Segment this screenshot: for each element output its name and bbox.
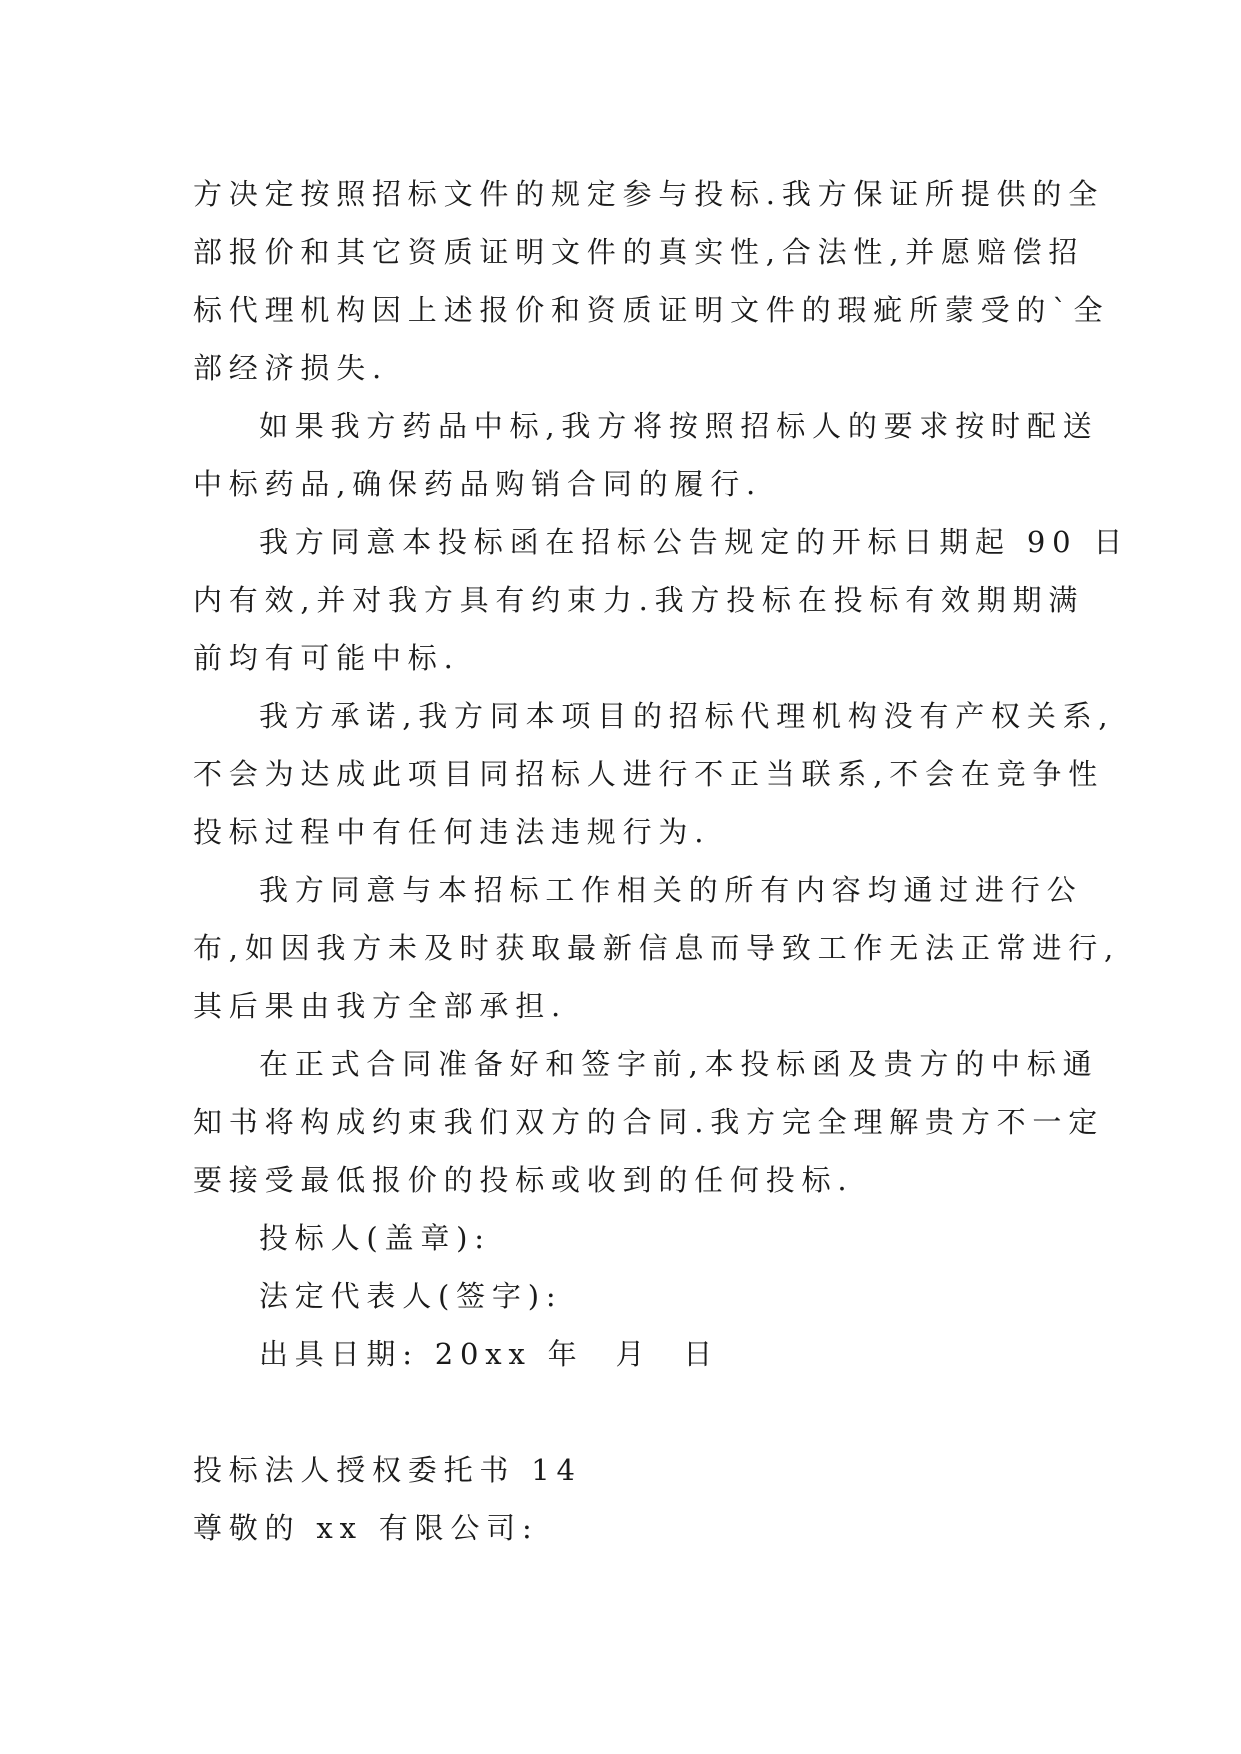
salutation: 尊敬的 xx 有限公司: — [193, 1511, 539, 1545]
paragraph-no-conflict-pledge — [193, 687, 1115, 861]
text-line: 我方承诺,我方同本项目的招标代理机构没有产权关系, — [259, 699, 1115, 733]
text-line: 要接受最低报价的投标或收到的任何投标. — [193, 1163, 854, 1197]
text-line: 我方同意与本招标工作相关的所有内容均通过进行公 — [259, 873, 1083, 907]
paragraph-publication-consent — [193, 861, 1121, 1035]
text-line: 在正式合同准备好和签字前,本投标函及贵方的中标通 — [259, 1047, 1099, 1081]
paragraph-contract-formation — [193, 1035, 1105, 1209]
paragraph-delivery-commitment — [193, 397, 1099, 513]
text-line: 知书将构成约束我们双方的合同.我方完全理解贵方不一定 — [193, 1105, 1105, 1139]
legal-representative-label: 法定代表人(签字): — [259, 1279, 563, 1313]
section-spacer — [193, 1383, 1053, 1441]
text-line: 不会为达成此项目同招标人进行不正当联系,不会在竞争性 — [193, 757, 1105, 791]
text-line: 标代理机构因上述报价和资质证明文件的瑕疵所蒙受的`全 — [193, 293, 1110, 327]
text-line: 布,如因我方未及时获取最新信息而导致工作无法正常进行, — [193, 931, 1121, 965]
text-line: 前均有可能中标. — [193, 641, 460, 675]
paragraph-validity-period — [193, 513, 1130, 687]
text-line: 方决定按照招标文件的规定参与投标.我方保证所提供的全 — [193, 177, 1105, 211]
text-line: 部经济损失. — [193, 351, 389, 385]
document-body — [193, 165, 1130, 1557]
bidder-seal-label: 投标人(盖章): — [259, 1221, 491, 1255]
next-section — [193, 1441, 1053, 1557]
signature-block — [193, 1209, 1053, 1383]
text-line: 部报价和其它资质证明文件的真实性,合法性,并愿赔偿招 — [193, 235, 1085, 269]
issue-date-label: 出具日期: 20xx 年 月 日 — [259, 1337, 720, 1371]
text-line: 其后果由我方全部承担. — [193, 989, 568, 1023]
text-line: 投标过程中有任何违法违规行为. — [193, 815, 711, 849]
text-line: 中标药品,确保药品购销合同的履行. — [193, 467, 763, 501]
paragraph-bid-guarantee — [193, 165, 1110, 397]
section-heading: 投标法人授权委托书 14 — [193, 1453, 582, 1487]
text-line: 内有效,并对我方具有约束力.我方投标在投标有效期期满 — [193, 583, 1085, 617]
text-line: 如果我方药品中标,我方将按照招标人的要求按时配送 — [259, 409, 1099, 443]
text-line: 我方同意本投标函在招标公告规定的开标日期起 90 日 — [259, 525, 1130, 559]
